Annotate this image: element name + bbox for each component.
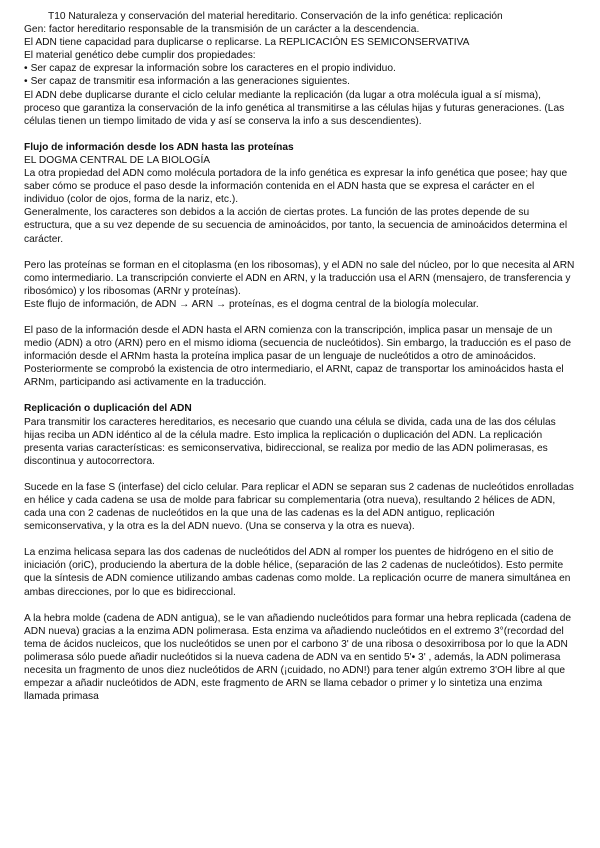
spacer xyxy=(24,246,576,259)
spacer xyxy=(24,599,576,612)
adn-capacity: El ADN tiene capacidad para duplicarse o replicarse. La REPLICACIÓN ES SEMICONSERVATIVA xyxy=(24,37,470,49)
flujo-paragraph-5: El paso de la información desde el ADN hasta el ARN comienza con la transcripción, implica pasar un mensaje de un medio (ADN) a otro (ARN) pero en el mismo idioma (secuencia de nucleótidos). Sin embargo, la traducción es el paso de información desde el ARNm hasta la proteína implica pasar de un lenguaje de nucleótidos a otro de aminoácidos. Posteriormente se comprobó la existencia de otro intermediario, el ARNt, capaz de transportar los aminoácidos hasta el ARNm, participando asi activamente en la traducción. xyxy=(24,324,571,389)
spacer xyxy=(24,389,576,402)
spacer xyxy=(24,533,576,546)
requirement-bullet-2: • Ser capaz de transmitir esa información a las generaciones siguientes. xyxy=(24,75,576,88)
document-title: T10 Naturaleza y conservación del material hereditario. Conservación de la info genética: replicación xyxy=(48,11,503,22)
section-heading-replicacion: Replicación o duplicación del ADN xyxy=(24,403,192,415)
flujo-paragraph-1: La otra propiedad del ADN como molécula portadora de la info genética es expresar la info genética que posee; hay que saber cómo se produce el paso desde la información contenida en el ADN hasta que se expresa el carácter en el individuo (color de ojos, forma de la nariz, etc.). xyxy=(24,168,568,206)
spacer xyxy=(24,468,576,481)
section-subheading-dogma: EL DOGMA CENTRAL DE LA BIOLOGÍA xyxy=(24,154,211,166)
replicacion-paragraph-1: Para transmitir los caracteres hereditarios, es necesario que cuando una célula se divida, cada una de las dos células hijas reciba un ADN idéntico al de la célula madre. Esto implica la replicación o duplicación del ADN. La replicación presenta varias características: es semiconservativa, bidireccional, se realiza por medio de las ADN polimerasas, es discontinua y autocorrectora. xyxy=(24,416,556,467)
spacer xyxy=(24,128,576,141)
section-heading-flujo: Flujo de información desde los ADN hasta las proteínas xyxy=(24,141,294,153)
spacer xyxy=(24,311,576,324)
replicacion-paragraph-2: Sucede en la fase S (interfase) del ciclo celular. Para replicar el ADN se separan sus 2 cadenas de nucleótidos enrolladas en hélice y cada cadena se usa de molde para fabricar su complementaria (otra nueva), resultando 2 hélices de ADN, cada una con 2 cadenas de nucleótidos en la que una de las cadenas es la del ADN antiguo, replicación semiconservativa, y la otra es la del ADN nuevo. (Una se conserva y la otra es nueva). xyxy=(24,481,574,533)
requirement-bullet-1: • Ser capaz de expresar la información sobre los caracteres en el propio individuo. xyxy=(24,62,576,75)
replicacion-paragraph-3: La enzima helicasa separa las dos cadenas de nucleótidos del ADN al romper los puentes de hidrógeno en el sitio de iniciación (oriC), produciendo la abertura de la doble hélice, (separación de las 2 cadenas de nucleótidos). Esto permite que la síntesis de ADN comience utilizando ambas cadenas como molde. La replicación ocurre de manera simultánea en ambas direcciones, por lo que es bidireccional. xyxy=(24,547,571,598)
flujo-paragraph-4: Este flujo de información, de ADN → ARN → proteínas, es el dogma central de la biología molecular. xyxy=(24,298,479,310)
flujo-paragraph-2: Generalmente, los caracteres son debidos a la acción de ciertas protes. La función de las protes depende de su estructura, que a su vez depende de su secuencia de aminoácidos, por tanto, la secuencia de aminoácidos determina el carácter. xyxy=(24,207,568,245)
flujo-paragraph-3: Pero las proteínas se forman en el citoplasma (en los ribosomas), y el ADN no sale del núcleo, por lo que necesita al ARN como intermediario. La transcripción convierte el ADN en ARN, y la traducción usa el ARN (mensajero, de transferencia y ribosómico) y los ribosomas (ARNr y proteínas). xyxy=(24,259,575,297)
duplication-paragraph: El ADN debe duplicarse durante el ciclo celular mediante la replicación (da lugar a otra molécula igual a sí misma), proceso que garantiza la conservación de la info genética al transmitirse a las células hijas y futuras generaciones. (Las células tienen un tiempo limitado de vida y así se conserva la info a sus descendientes). xyxy=(24,89,565,127)
document-body xyxy=(24,10,576,703)
replicacion-paragraph-4: A la hebra molde (cadena de ADN antigua), se le van añadiendo nucleótidos para formar una hebra replicada (cadena de ADN nueva) gracias a la enzima ADN polimerasa. Esta enzima va añadiendo nucleótidos en el extremo 3°(recordad del tema de ácidos nucleicos, que los nucleótidos se unen por el carbono 3' de una ribosa o desoxirribosa por lo que la ADN polimerasa sólo puede añadir nucleótidos si la nueva cadena de ADN va en sentido 5'• 3' , además, la ADN polimerasa necesita un fragmento de unos diez nucleótidos de ARN (¡cuidado, no ADN!) para tener algún extremo 3'OH libre al que empezar a añadir nucleótidos de ADN, este fragmento de ARN se llama cebador o primer y lo sintetiza una enzima llamada primasa xyxy=(24,612,572,703)
requirements-intro: El material genético debe cumplir dos propiedades: xyxy=(24,50,256,62)
gen-definition: Gen: factor hereditario responsable de la transmisión de un carácter a la descendencia. xyxy=(24,24,420,36)
